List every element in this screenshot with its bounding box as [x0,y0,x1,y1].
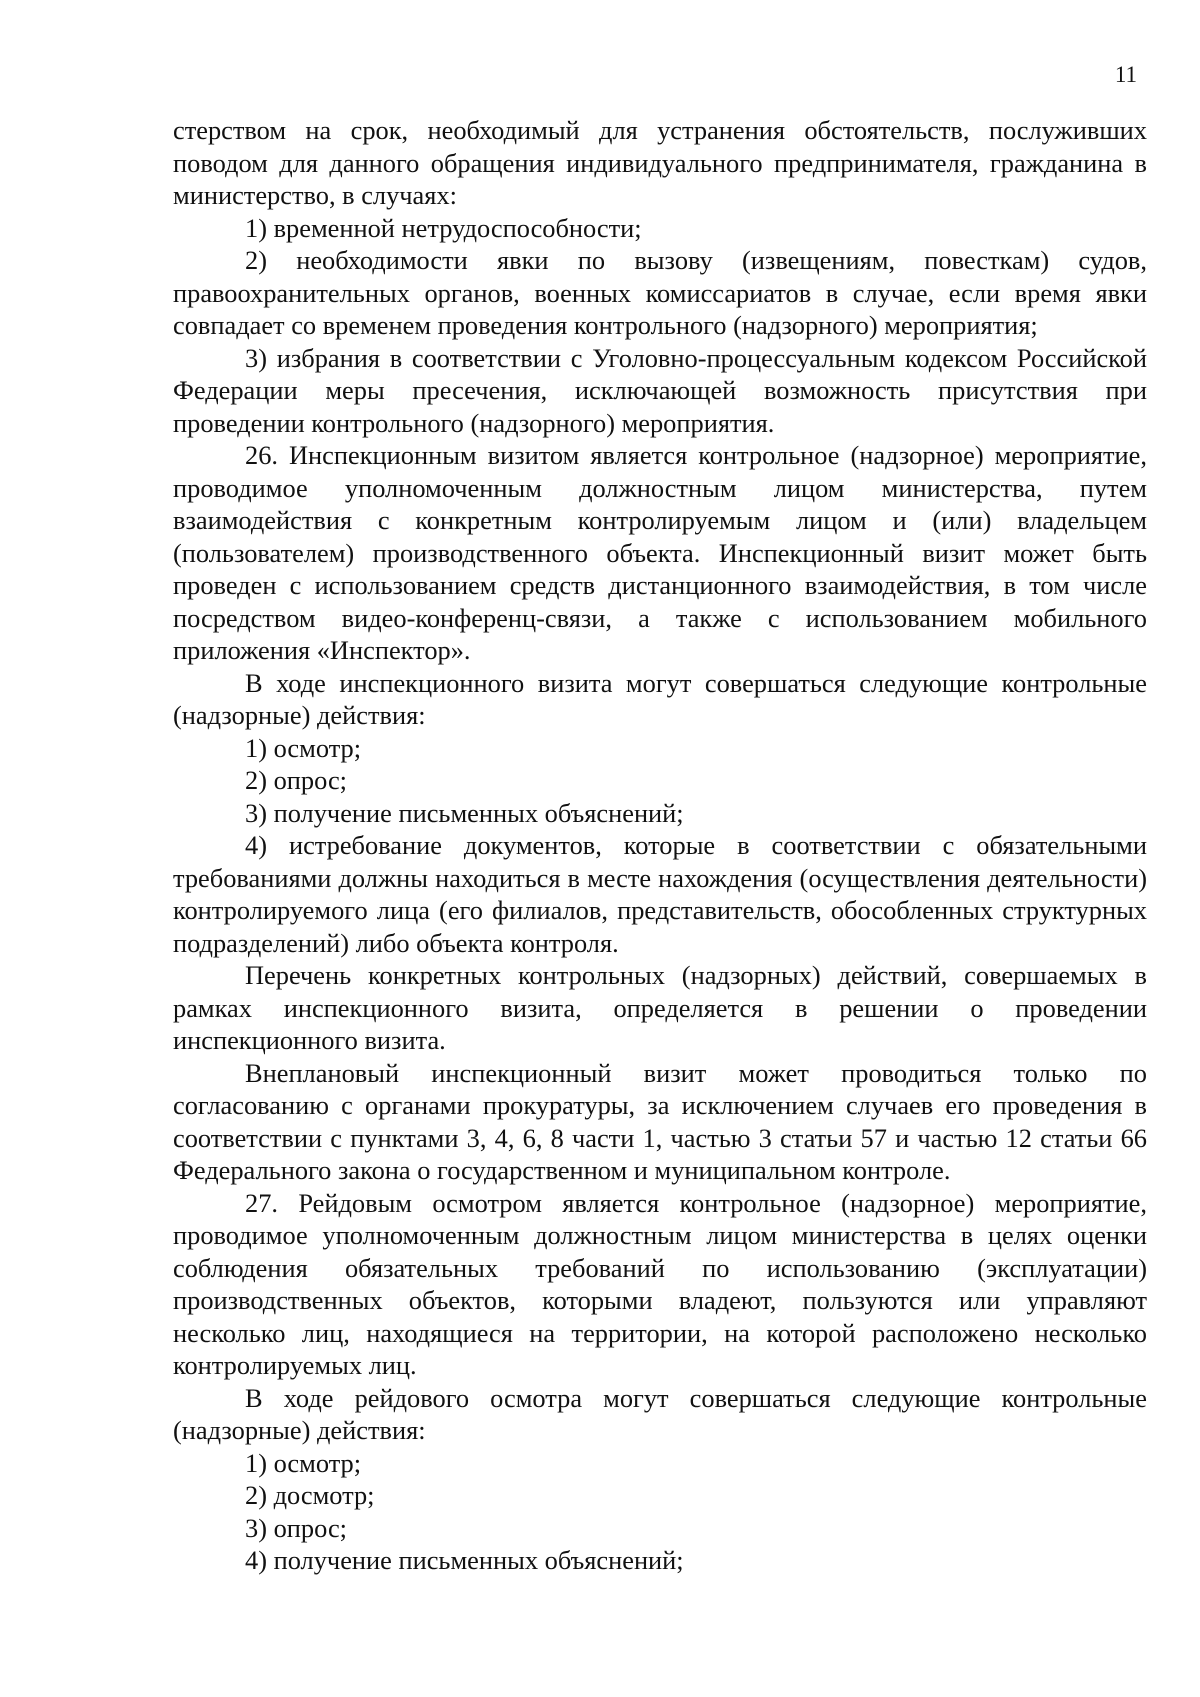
paragraph: Внеплановый инспекционный визит может проводиться только по согласованию с органами прокуратуры, за исключением случаев его проведения в соответствии с пунктами 3, 4, 6, 8 части 1, частью 3 статьи 57 и частью 12 статьи 66 Федерального закона о государственном и муниципальном контроле. [173,1057,1147,1185]
paragraph: 2) досмотр; [245,1480,375,1510]
paragraph: 1) осмотр; [245,732,362,763]
paragraph: 27. Рейдовым осмотром является контрольное (надзорное) мероприятие, проводимое уполномоченным должностным лицом министерства в целях оценки соблюдения обязательных требований по использованию (эксплуатации) производственных объектов, которыми владеют, пользуются или управляют несколько лиц, находящиеся на территории, на которой расположено несколько контролируемых лиц. [173,1187,1147,1380]
paragraph: 2) опрос; [245,765,347,795]
paragraph: В ходе рейдового осмотра могут совершаться следующие контрольные (надзорные) действия: [173,1382,1147,1445]
paragraph: В ходе инспекционного визита могут совершаться следующие контрольные (надзорные) действия: [173,667,1147,730]
paragraph: стерством на срок, необходимый для устранения обстоятельств, послуживших поводом для данного обращения индивидуального предпринимателя, гражданина в министерство, в случаях: [173,115,1147,210]
page-number: 11 [1114,62,1137,87]
paragraph: Перечень конкретных контрольных (надзорных) действий, совершаемых в рамках инспекционного визита, определяется в решении о проведении инспекционного визита. [173,960,1147,1055]
paragraph: 1) временной нетрудоспособности; [245,212,642,243]
paragraph: 3) избрания в соответствии с Уголовно-процессуальным кодексом Российской Федерации меры пресечения, исключающей возможность присутствия при проведении контрольного (надзорного) мероприятия. [173,342,1147,438]
paragraph: 4) истребование документов, которые в соответствии с обязательными требованиями должны находиться в месте нахождения (осуществления деятельности) контролируемого лица (его филиалов, представительств, обособленных структурных подразделений) либо объекта контроля. [173,830,1147,958]
paragraph: 26. Инспекционным визитом является контрольное (надзорное) мероприятие, проводимое уполномоченным должностным лицом министерства, путем взаимодействия с конкретным контролируемым лицом и (или) владельцем (пользователем) производственного объекта. Инспекционный визит может быть проведен с использованием средств дистанционного взаимодействия, в том числе посредством видео-конференц-связи, а также с использованием мобильного приложения «Инспектор». [173,440,1147,665]
paragraph: 4) получение письменных объяснений; [245,1545,684,1575]
document-body [173,114,1147,1577]
paragraph: 3) опрос; [245,1512,347,1543]
paragraph: 1) осмотр; [245,1447,362,1478]
paragraph: 3) получение письменных объяснений; [245,797,684,828]
paragraph: 2) необходимости явки по вызову (извещениям, повесткам) судов, правоохранительных органов, военных комиссариатов в случае, если время явки совпадает со временем проведения контрольного (надзорного) мероприятия; [173,245,1147,340]
